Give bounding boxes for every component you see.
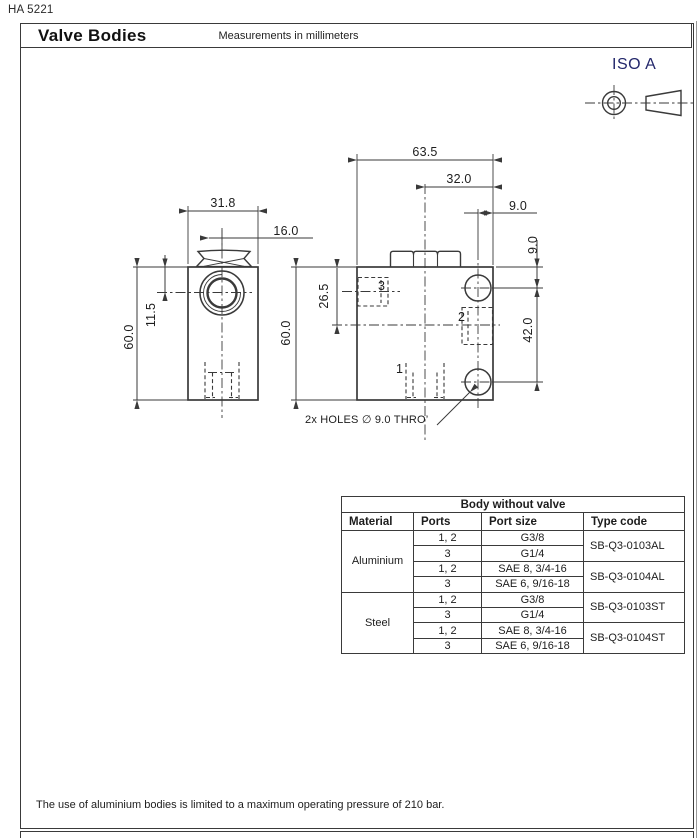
col-port-size: Port size [482, 513, 584, 531]
port-label-3: 3 [378, 279, 385, 293]
ports-cell: 1, 2 [414, 623, 482, 638]
dim-side-height: 60.0 [279, 320, 293, 346]
ports-cell: 1, 2 [414, 561, 482, 576]
page-title: Valve Bodies [38, 25, 147, 45]
next-section-frame [20, 831, 694, 838]
dim-front-hole-offset: 11.5 [144, 302, 158, 328]
dim-front-center: 16.0 [273, 224, 299, 238]
port-label-2: 2 [458, 310, 465, 324]
material-cell: Aluminium [342, 531, 414, 593]
type-code-cell: SB-Q3-0104ST [584, 623, 685, 654]
spec-table-body [342, 531, 685, 654]
port-size-cell: SAE 6, 9/16-18 [482, 638, 584, 653]
dim-side-center-to-edge: 32.0 [446, 172, 472, 186]
ports-cell: 3 [414, 607, 482, 622]
dim-side-port3-depth: 26.5 [317, 283, 331, 309]
first-angle-projection-icon [585, 85, 696, 121]
port-size-cell: G3/8 [482, 592, 584, 607]
ports-cell: 1, 2 [414, 531, 482, 546]
dim-side-hole-to-top: 9.0 [526, 236, 540, 254]
iso-projection-label: ISO A [612, 56, 657, 73]
dim-side-hole-to-edge: 9.0 [509, 199, 527, 213]
type-code-cell: SB-Q3-0103AL [584, 531, 685, 562]
table-row [342, 531, 685, 546]
port-size-cell: SAE 8, 3/4-16 [482, 561, 584, 576]
port-size-cell: G1/4 [482, 607, 584, 622]
port-size-cell: G1/4 [482, 546, 584, 561]
body-table [341, 496, 685, 654]
footer-note: The use of aluminium bodies is limited to a maximum operating pressure of 210 bar. [36, 799, 445, 811]
ports-cell: 3 [414, 577, 482, 592]
type-code-cell: SB-Q3-0103ST [584, 592, 685, 623]
table-header-row [342, 513, 685, 531]
col-type-code: Type code [584, 513, 685, 531]
dim-side-hole-spacing: 42.0 [521, 317, 535, 343]
page-subtitle: Measurements in millimeters [218, 29, 359, 42]
dim-front-height: 60.0 [122, 324, 136, 350]
ports-cell: 3 [414, 638, 482, 653]
table-title-row [342, 497, 685, 513]
ports-cell: 3 [414, 546, 482, 561]
col-material: Material [342, 513, 414, 531]
table-title: Body without valve [342, 497, 685, 513]
port-size-cell: SAE 8, 3/4-16 [482, 623, 584, 638]
col-ports: Ports [414, 513, 482, 531]
doc-number: HA 5221 [8, 4, 54, 16]
dim-side-width: 63.5 [412, 145, 438, 159]
port-size-cell: SAE 6, 9/16-18 [482, 577, 584, 592]
material-cell: Steel [342, 592, 414, 654]
table-row [342, 592, 685, 607]
ports-cell: 1, 2 [414, 592, 482, 607]
port-size-cell: G3/8 [482, 531, 584, 546]
dim-front-width: 31.8 [210, 196, 236, 210]
type-code-cell: SB-Q3-0104AL [584, 561, 685, 592]
port-label-1: 1 [396, 362, 403, 376]
holes-note: 2x HOLES ∅ 9.0 THRO’ [305, 414, 429, 426]
